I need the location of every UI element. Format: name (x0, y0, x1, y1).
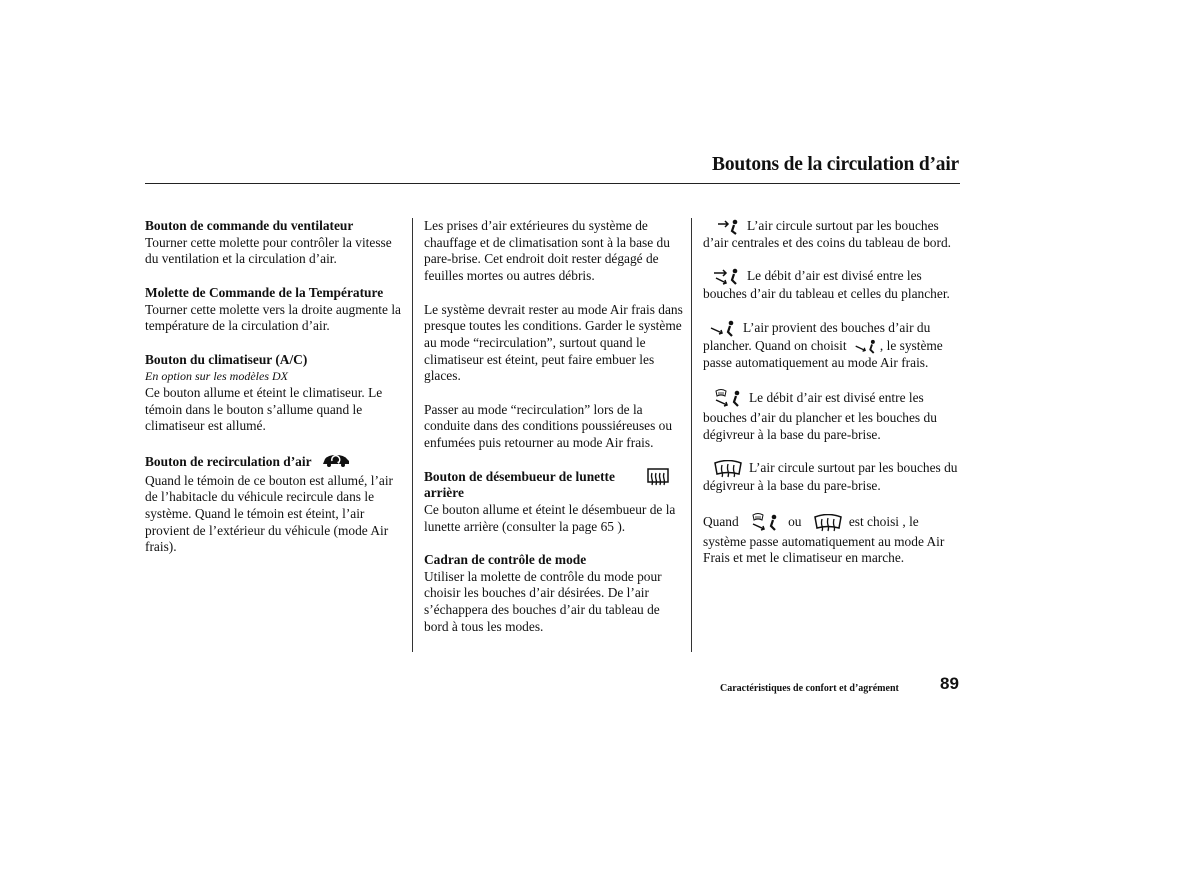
mode-dial-heading: Cadran de contrôle de mode (424, 552, 587, 567)
vent-floor-defrost-icon (713, 388, 743, 410)
defrost-inline-icon (813, 514, 843, 532)
rear-defroster-heading: Bouton de désembueur de lunette arrière (424, 468, 615, 501)
fan-control-text: Tourner cette molette pour contrôler la vitesse du ventilation et la circulation d’air. (145, 234, 392, 267)
auto-fresh-note (703, 512, 965, 567)
title-rule (145, 183, 960, 184)
fresh-air-paragraph: Le système devrait rester au mode Air frais dans presque toutes les conditions. Garder le système au mode “recirculation”, surtout quand le climatiseur est éteint, peut faire embuer les glaces. (424, 301, 683, 384)
intake-paragraph: Les prises d’air extérieures du système de chauffage et de climatisation sont à la base du pare-brise. Cet endroit doit rester dégagé de feuilles mortes ou autres débris. (424, 218, 670, 284)
mode-floor-text-a: L’air provient des bouches d’air du plancher. Quand on choisit (703, 319, 931, 353)
column-divider-1 (412, 218, 413, 652)
recirc-advice-paragraph: Passer au mode “recirculation” lors de la conduite dans des conditions poussiéreuses ou enfumées puis retourner au mode Air frais. (424, 401, 673, 451)
mode-dial-text: Utiliser la molette de contrôle du mode pour choisir les bouches d’air désirées. De l’air s’échappera des bouches d’air du tableau de bord à tous les modes. (424, 568, 662, 634)
mode-floor-defrost (703, 388, 965, 443)
recirculation-text: Quand le témoin de ce bouton est allumé, l’air de l’habitacle du véhicule recircule dans le système. Quand le témoin est éteint, l’air provient de l’extérieur du véhicule (mode Air frais). (145, 472, 394, 555)
rear-defroster-text: Ce bouton allume et éteint le désembueur de la lunette arrière (consulter la page 65 ). (424, 501, 676, 534)
fan-control-heading: Bouton de commande du ventilateur (145, 218, 354, 233)
vent-floor-icon (709, 320, 737, 338)
mode-bilevel-text: Le débit d’air est divisé entre les bouches d’air du tableau et celles du plancher. (703, 268, 950, 302)
page-title: Boutons de la circulation d’air (712, 154, 959, 175)
footer-section-title: Caractéristiques de confort et d’agrément (720, 683, 899, 694)
temperature-heading: Molette de Commande de la Température (145, 284, 384, 300)
mode-face-text: L’air circule surtout par les bouches d’air centrales et des coins du tableau de bord. (703, 218, 952, 250)
recirculation-heading: Bouton de recirculation d’air (145, 453, 312, 469)
vent-face-icon (717, 219, 741, 235)
rear-defroster-icon (646, 467, 670, 492)
mode-defrost (703, 460, 965, 495)
rear-defroster-section (424, 469, 686, 536)
column-1 (145, 218, 407, 573)
ac-heading: Bouton du climatiseur (A/C) (145, 351, 308, 367)
mode-bilevel (703, 268, 965, 303)
column-3 (703, 218, 965, 584)
mode-floor (703, 320, 965, 372)
mode-face (703, 218, 965, 252)
column-divider-2 (691, 218, 692, 652)
recirculation-icon (320, 452, 352, 473)
ac-text: Ce bouton allume et éteint le climatiseur. Le témoin dans le bouton s’allume quand le climatiseur est allumé. (145, 385, 383, 434)
fan-control-section (145, 218, 407, 268)
auto-fresh-quand: Quand (703, 513, 739, 529)
vent-floor-defrost-inline-icon (750, 512, 780, 534)
mode-floor-text-b: , le système passe automatiquement au mode Air frais. (703, 337, 943, 370)
temperature-section (145, 285, 407, 335)
vent-bilevel-icon (713, 268, 741, 286)
defrost-icon (713, 460, 743, 478)
mode-defrost-text: L’air circule surtout par les bouches du dégivreur à la base du pare-brise. (703, 460, 958, 494)
mode-floor-defrost-text: Le débit d’air est divisé entre les bouches d’air du plancher et les bouches du dégivreur à la base du pare-brise. (703, 390, 937, 442)
auto-fresh-ou: ou (788, 513, 802, 529)
vent-floor-inline-icon (854, 339, 878, 355)
mode-dial-section (424, 552, 686, 636)
temperature-text: Tourner cette molette vers la droite augmente la température de la circulation d’air. (145, 301, 401, 334)
ac-option-note: En option sur les modèles DX (145, 369, 288, 384)
ac-section (145, 352, 407, 436)
page-number: 89 (940, 674, 959, 693)
column-2 (424, 218, 686, 652)
recirculation-section (145, 452, 407, 556)
auto-fresh-text: est choisi , le système passe automatiquement au mode Air Frais et met le climatiseur en marche. (703, 513, 945, 566)
